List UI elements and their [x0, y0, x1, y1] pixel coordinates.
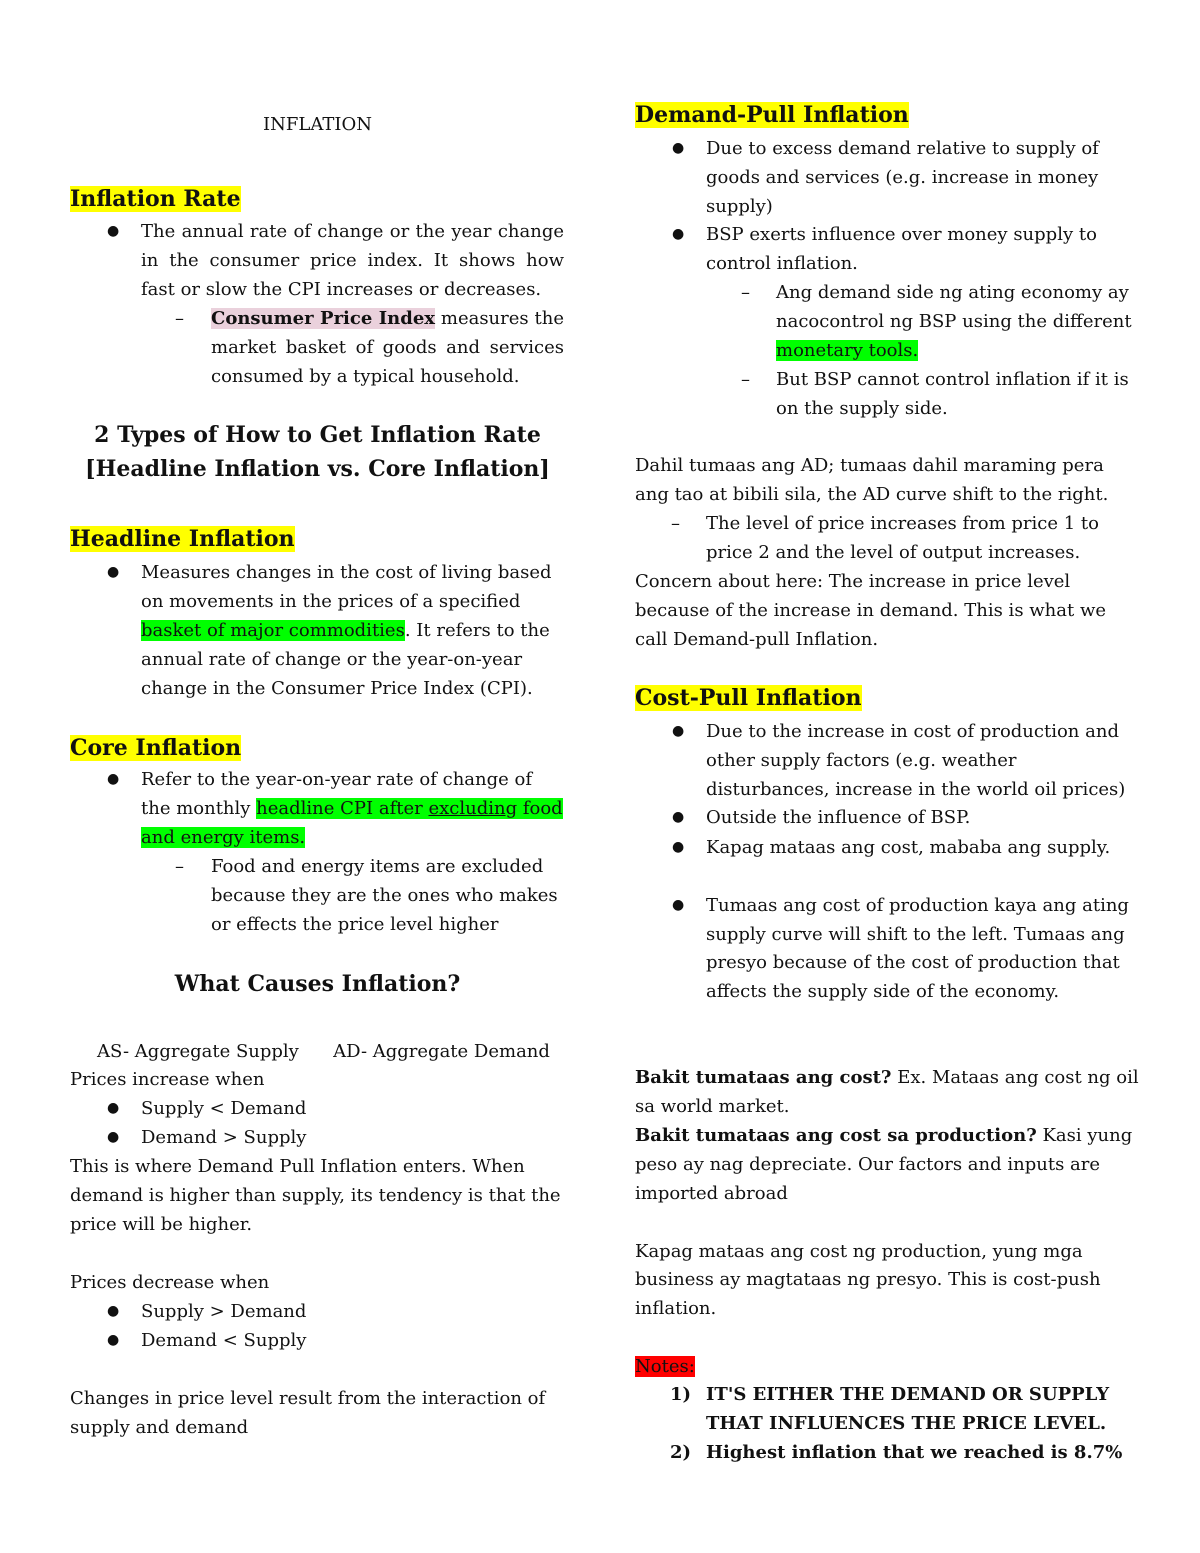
text-line: in the consumer price index. It shows how — [141, 250, 564, 271]
text-line: consumed by a typical household. — [211, 366, 520, 387]
text-line: demand is higher than supply, its tendency is that the — [70, 1185, 561, 1206]
bullet-icon: ● — [672, 839, 685, 855]
list-item: Demand > Supply — [141, 1127, 307, 1148]
causes-heading: What Causes Inflation? — [174, 971, 461, 997]
text-line: inflation. — [635, 1298, 717, 1319]
text-line: Bakit tumataas ang cost? Ex. Mataas ang cost ng oil — [635, 1067, 1139, 1088]
text-line: market basket of goods and services — [211, 337, 564, 358]
note-item: Highest inflation that we reached is 8.7% — [706, 1442, 1123, 1463]
text-line: supply and demand — [70, 1417, 249, 1438]
text-line: monetary tools. — [776, 340, 919, 361]
text-line: Due to excess demand relative to supply of — [706, 138, 1099, 159]
core-inflation-heading: Core Inflation — [70, 735, 242, 761]
text-line: the monthly headline CPI after excluding food — [141, 798, 563, 819]
text-line: BSP exerts influence over money supply to — [706, 224, 1097, 245]
text-line: Prices increase when — [70, 1069, 265, 1090]
text-line: sa world market. — [635, 1096, 790, 1117]
text-line: control inflation. — [706, 253, 858, 274]
text-line: Consumer Price Index measures the — [211, 308, 564, 329]
bullet-icon: ● — [672, 723, 685, 739]
text-line: because of the increase in demand. This is what we — [635, 600, 1107, 621]
text-line: AS- Aggregate Supply AD- Aggregate Demand — [97, 1041, 550, 1062]
notes-label: Notes: — [635, 1356, 695, 1377]
bullet-icon: ● — [672, 226, 685, 242]
inflation-rate-heading: Inflation Rate — [70, 186, 241, 212]
text-line: fast or slow the CPI increases or decreases. — [141, 279, 542, 300]
text-line: This is where Demand Pull Inflation enters. When — [70, 1156, 525, 1177]
note-number: 1) — [670, 1384, 692, 1405]
list-item: Demand < Supply — [141, 1330, 307, 1351]
headline-inflation-heading: Headline Inflation — [70, 526, 295, 552]
dash-icon: – — [671, 513, 680, 534]
dash-icon: – — [741, 282, 750, 303]
text-line: and energy items. — [141, 827, 306, 848]
types-heading: 2 Types of How to Get Inflation Rate — [94, 422, 541, 448]
text-line: ang tao at bibili sila, the AD curve shift to the right. — [635, 484, 1109, 505]
text-line: Refer to the year-on-year rate of change of — [141, 769, 533, 790]
text-line: Due to the increase in cost of production and — [706, 721, 1119, 742]
text-line: disturbances, increase in the world oil prices) — [706, 779, 1126, 800]
text-line: Dahil tumaas ang AD; tumaas dahil maraming pera — [635, 455, 1104, 476]
dash-icon: – — [741, 369, 750, 390]
types-heading: [Headline Inflation vs. Core Inflation] — [85, 456, 550, 482]
text-line: The annual rate of change or the year change — [141, 221, 564, 242]
text-line: supply) — [706, 196, 773, 217]
dash-icon: – — [175, 856, 184, 877]
text-line: peso ay nag depreciate. Our factors and inputs are — [635, 1154, 1101, 1175]
text-line: change in the Consumer Price Index (CPI). — [141, 678, 533, 699]
text-line: supply curve will shift to the left. Tumaas ang — [706, 924, 1125, 945]
text-line: price will be higher. — [70, 1214, 253, 1235]
text-line: price 2 and the level of output increases. — [706, 542, 1081, 563]
bullet-icon: ● — [107, 1100, 120, 1116]
text-line: Prices decrease when — [70, 1272, 270, 1293]
text-line: Bakit tumataas ang cost sa production? Kasi yung — [635, 1125, 1133, 1146]
bullet-icon: ● — [107, 1303, 120, 1319]
text-line: nacocontrol ng BSP using the different — [776, 311, 1132, 332]
text-line: call Demand-pull Inflation. — [635, 629, 879, 650]
bullet-icon: ● — [107, 1332, 120, 1348]
text-line: Concern about here: The increase in price level — [635, 571, 1071, 592]
text-line: Food and energy items are excluded — [211, 856, 544, 877]
bullet-icon: ● — [107, 771, 120, 787]
bullet-icon: ● — [672, 809, 685, 825]
bullet-icon: ● — [672, 140, 685, 156]
text-line: basket of major commodities. It refers to the — [141, 620, 550, 641]
text-line: presyo because of the cost of production that — [706, 952, 1120, 973]
bullet-icon: ● — [672, 897, 685, 913]
text-line: Kapag mataas ang cost ng production, yung mga — [635, 1241, 1083, 1262]
note-item: IT'S EITHER THE DEMAND OR SUPPLY — [706, 1384, 1110, 1405]
note-number: 2) — [670, 1442, 692, 1463]
bullet-icon: ● — [107, 223, 120, 239]
text-line: Ang demand side ng ating economy ay — [776, 282, 1129, 303]
cost-pull-heading: Cost-Pull Inflation — [635, 685, 862, 711]
text-line: business ay magtataas ng presyo. This is cost-push — [635, 1269, 1101, 1290]
bullet-icon: ● — [107, 564, 120, 580]
text-line: on the supply side. — [776, 398, 948, 419]
text-line: Outside the influence of BSP. — [706, 807, 971, 828]
demand-pull-heading: Demand-Pull Inflation — [635, 102, 909, 128]
text-line: The level of price increases from price 1 to — [706, 513, 1099, 534]
text-line: because they are the ones who makes — [211, 885, 558, 906]
text-line: affects the supply side of the economy. — [706, 981, 1060, 1002]
text-line: imported abroad — [635, 1183, 788, 1204]
bullet-icon: ● — [107, 1129, 120, 1145]
text-line: goods and services (e.g. increase in money — [706, 167, 1099, 188]
list-item: Supply > Demand — [141, 1301, 307, 1322]
text-line: Kapag mataas ang cost, mababa ang supply. — [706, 837, 1111, 858]
text-line: Measures changes in the cost of living based — [141, 562, 552, 583]
dash-icon: – — [175, 308, 184, 329]
text-line: or effects the price level higher — [211, 914, 499, 935]
text-line: other supply factors (e.g. weather — [706, 750, 1017, 771]
page-title: INFLATION — [263, 114, 372, 135]
text-line: But BSP cannot control inflation if it is — [776, 369, 1129, 390]
list-item: Supply < Demand — [141, 1098, 307, 1119]
text-line: Tumaas ang cost of production kaya ang ating — [706, 895, 1129, 916]
note-item: THAT INFLUENCES THE PRICE LEVEL. — [706, 1413, 1107, 1434]
text-line: on movements in the prices of a specified — [141, 591, 521, 612]
text-line: annual rate of change or the year-on-year — [141, 649, 523, 670]
text-line: Changes in price level result from the interaction of — [70, 1388, 546, 1409]
